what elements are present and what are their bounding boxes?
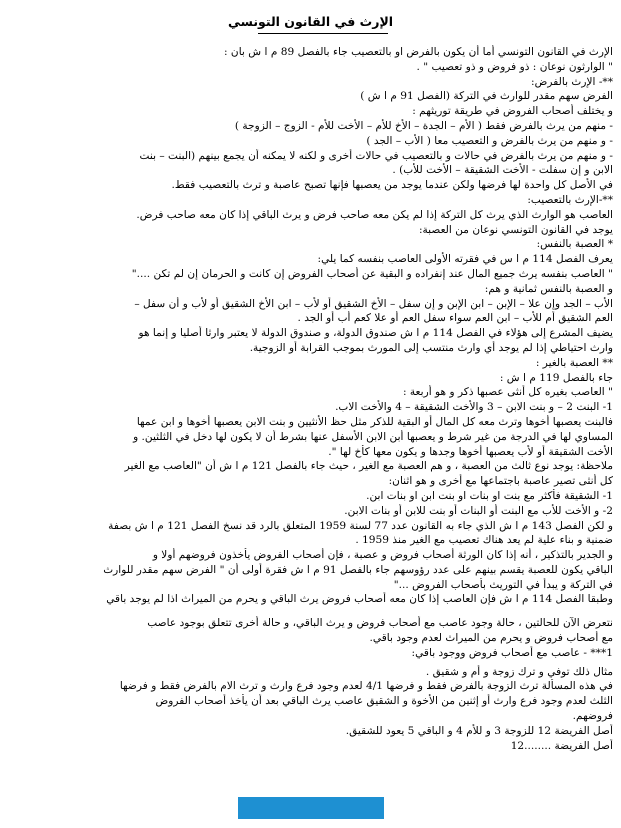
text-line: العاصب هو الوارث الذي يرث كل التركة إذا لم يكن معه صاحب فرض و يرث الباقي إذا كان معه صاحب فرض.: [136, 208, 613, 221]
text-line: و لكن الفصل 143 م ا ش الذي جاء به القانون عدد 77 لسنة 1959 المتعلق بالرد قد نسخ الفصل 121 م ا ش بصفة: [108, 519, 613, 532]
text-line: وارث احتياطي إذا لم يوجد أي وارث منتسب إلى المورث بموجب القرابة أو الزوجية.: [249, 341, 613, 354]
text-line: مثال ذلك توفي و ترك زوجة و أم و شقيق .: [425, 665, 613, 678]
text-line: الأب – الجد وإن علا – الإبن – ابن الإبن و إن سفل – الأخ الشقيق أو لأب – ابن الأخ الشقيق أو لأب و أن سفل –: [134, 297, 613, 310]
document-body: [8, 45, 613, 753]
text-line: الأخت الشقيقة أو لأب يعصبها أخوها وجدها و يكون معها كأخ لها ".: [328, 445, 613, 458]
text-line: في الأصل كل واحدة لها فرضها ولكن عندما يوجد من يعصبها فإنها تصبح عاصبة و ترث بالتعصيب فقط.: [171, 179, 613, 192]
text-line: ضمنية و بناء علية لم يعد هناك تعصيب مع الغير منذ 1959 .: [355, 534, 613, 547]
text-line: ملاحظة: يوجد نوع ثالث من العصبة ، و هم العصبة مع الغير ، حيث جاء بالفصل 121 م ا ش أن "العاصب مع الغير: [124, 460, 613, 473]
text-line: العم الشقيق أم للأب – ابن العم سواء سفل العم أو علا كعم أب أو الجد .: [297, 312, 613, 325]
text-line: " العاصب بغيره كل أنثى عصبها ذكر و هو أربعة :: [402, 386, 613, 399]
text-line: يوجد في القانون التونسي نوعان من العصبة:: [418, 223, 613, 236]
section-heading: **- الإرث بالفرض:: [531, 75, 613, 88]
text-line: الابن و إن سفلت - الأخت الشقيقة – الأخت للأب) .: [392, 164, 613, 177]
text-line: يعرف الفصل 114 م ا س في فقرته الأولى العاصب بنفسه كما يلي:: [317, 253, 613, 266]
text-line: الباقي يكون للعصبة يقسم بينهم على عدد رؤوسهم جاء بالفصل 91 م ا ش فقرة أولى أن " الفرض سهم مقدر للوارث: [103, 563, 613, 576]
text-line: فالبنت يعصبها أخوها وترث معه كل المال أو البقية للذكر مثل حظ الأنثيين و بنت الابن يعصبها أخوها و ابن عمها: [136, 415, 613, 428]
section-heading: **-الإرث بالتعصيب:: [527, 193, 613, 206]
text-line: نتعرض الآن للحالتين ، حالة وجود عاصب مع أصحاب فروض و يرث الباقي، و حالة أخرى تتعلق بوجود عاصب: [147, 617, 613, 630]
text-line: " العاصب بنفسه يرث جميع المال عند إنفراده و البقية عن أصحاب الفروض إن كانت و الحرمان إن لم تكن ....": [131, 267, 613, 280]
text-line: " الوارثون نوعان : ذو فروض و ذو تعصيب " .: [416, 60, 613, 73]
title-underline: [258, 33, 388, 34]
text-line: 2- و الأخت للأب مع البنت أو البنات أو بنت للابن أو بنات الابن.: [344, 504, 613, 517]
text-line: الإرث في القانون التونسي أما أن يكون بالفرض او بالتعصيب جاء بالفصل 89 م ا ش بان :: [223, 46, 613, 58]
section-heading: 1*** - عاصب مع أصحاب فروض ووجود باقي:: [411, 646, 613, 659]
text-line: المساوي لها في الدرجة من غير شرط و يعصبها أبن الابن الأسفل عنها بشرط أن لا يكون لها دخل في الثلثين. و: [133, 430, 613, 443]
text-line: و الجدير بالتذكير ، أنه إذا كان الورثة أصحاب فروض و عصبة ، فإن أصحاب الفروض يأخذون فروضهم أولا و: [152, 549, 613, 562]
text-line: - منهم من يرث بالفرض فقط ( الأم – الجدة – الأخ للأم – الأخت للأم - الزوج – الزوجة ): [234, 119, 613, 132]
text-line: في هذه المسألة ترث الزوجة بالفرض فقط و فرضها 4/1 لعدم وجود فرع وارث و ترث الام بالفرض فقط و فرضها: [119, 680, 613, 693]
text-line: 1- الشقيقة فأكثر مع بنت او بنات او بنت ابن او بنات ابن.: [366, 489, 613, 502]
text-line: و يختلف أصحاب الفروض في طريقة توريثهم :: [412, 105, 613, 118]
text-line: كل أنثى تصير عاصبة باجتماعها مع أخرى و هو اثنان:: [388, 475, 613, 488]
text-line: في التركة و يبدأ في التوريث بأصحاب الفروض ...": [393, 578, 613, 591]
page-footer-bar: [238, 797, 384, 819]
text-line: جاء بالفصل 119 م ا ش :: [499, 371, 613, 384]
text-line: وطبقا الفصل 114 م ا ش فإن العاصب إذا كان معه أصحاب فروض يرث الباقي و يحرم من الميراث اذا لم يوجد باقي: [106, 593, 613, 606]
text-line: فروضهم.: [572, 710, 613, 723]
text-line: أصل الفريضة ........12: [510, 739, 613, 752]
text-line: مع أصحاب فروض و يحرم من الميراث لعدم وجود باقي.: [369, 632, 613, 645]
text-line: - و منهم من يرث بالفرض في حالات و بالتعصيب في حالات أخرى و لكنه لا يمكنه أن يجمع بينهم (البنت – بنت: [139, 149, 613, 162]
text-line: أصل الفريضة 12 للزوجة 3 و للأم 4 و الباقي 5 يعود للشقيق.: [345, 724, 613, 737]
section-heading: * العصبة بالنفس:: [536, 238, 613, 251]
text-line: يضيف المشرع إلى هؤلاء في الفصل 114 م ا ش صندوق الدولة، و صندوق الدولة لا يعتبر وارثا أصليا و إنما هو: [138, 327, 613, 340]
text-line: الثلث لعدم وجود فرع وارث أو إثنين من الأخوة و الشقيق عاصب يرث الباقي بعد أن يأخذ أصحاب الفروض: [155, 695, 613, 708]
text-line: - و منهم من يرث بالفرض و التعصيب معا ( الأب – الجد ): [366, 134, 613, 147]
section-heading: ** العصبة بالغير :: [535, 356, 613, 369]
text-line: 1- البنت 2 – و بنت الابن – 3 والأخت الشقيقة – 4 والأخت الاب.: [335, 401, 613, 414]
text-line: الفرض سهم مقدر للوارث في التركة (الفصل 91 م ا ش ): [360, 90, 613, 103]
document-title: الإرث في القانون التونسي: [227, 14, 394, 29]
text-line: و العصبة بالنفس ثمانية و هم:: [484, 282, 613, 295]
